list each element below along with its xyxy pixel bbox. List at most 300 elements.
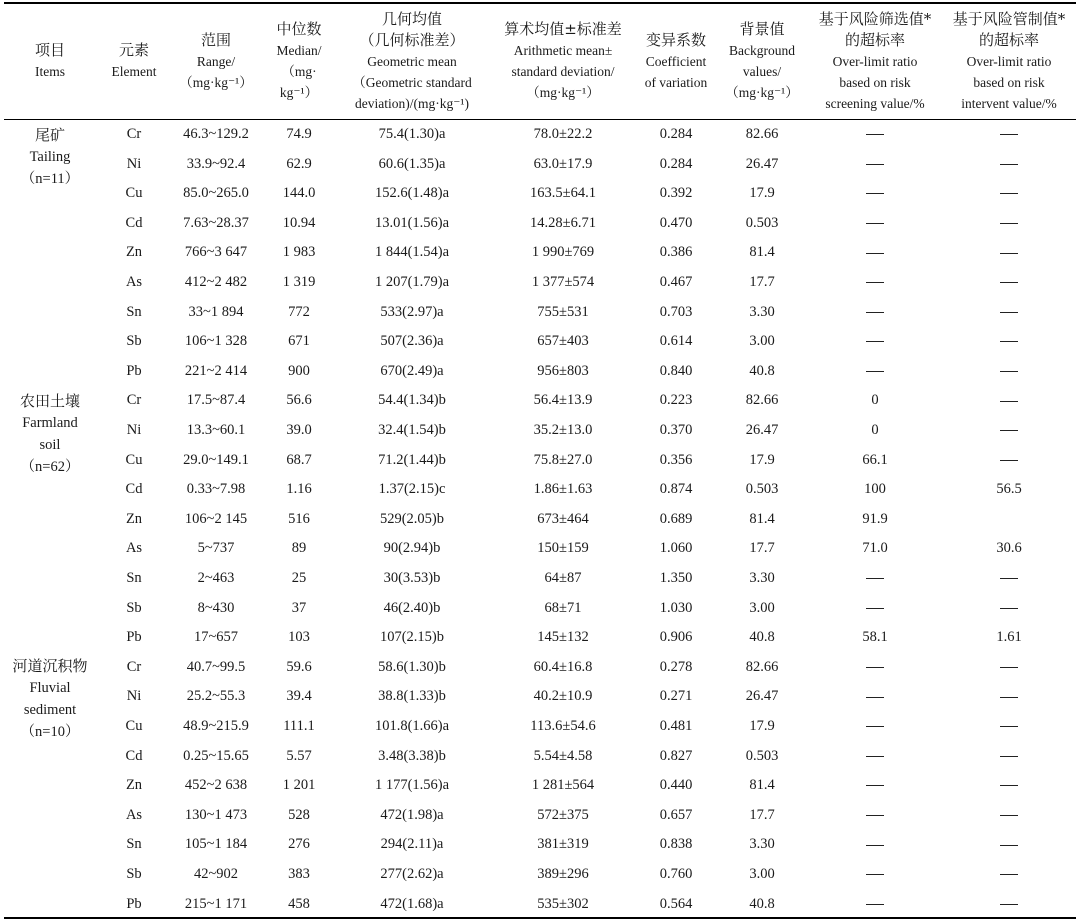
cell-arithmetic-mean: 673±464 bbox=[537, 510, 589, 527]
cell-coefficient-of-variation: 0.370 bbox=[659, 422, 693, 438]
cell-coefficient-of-variation: 0.271 bbox=[659, 688, 693, 705]
cell-intervention-ratio bbox=[942, 298, 1076, 328]
cell-background-value: 17.7 bbox=[749, 806, 775, 823]
cell-geometric-mean: 30(3.53)b bbox=[383, 570, 441, 586]
cell-screening-ratio bbox=[808, 268, 942, 298]
cell-coefficient-of-variation: 0.827 bbox=[659, 747, 693, 764]
not-applicable-dash bbox=[866, 756, 884, 757]
cell-intervention-ratio: 30.6 bbox=[996, 540, 1022, 557]
cell-range: 8~430 bbox=[197, 599, 235, 616]
cell-intervention-ratio bbox=[942, 890, 1076, 920]
table-row bbox=[0, 860, 1080, 890]
cell-geometric-mean: 277(2.62)a bbox=[380, 866, 444, 882]
not-applicable-dash bbox=[866, 578, 884, 579]
table-row bbox=[0, 209, 1080, 239]
cell-range: 0.25~15.65 bbox=[183, 747, 249, 764]
table-row bbox=[0, 120, 1080, 150]
table-row bbox=[0, 801, 1080, 831]
table-row bbox=[0, 505, 1080, 535]
not-applicable-dash bbox=[1000, 845, 1018, 846]
cell-median: 1 319 bbox=[282, 274, 316, 290]
cell-element: Ni bbox=[126, 422, 142, 438]
cell-arithmetic-mean: 63.0±17.9 bbox=[533, 155, 593, 172]
cell-element: Cu bbox=[125, 451, 143, 468]
not-applicable-dash bbox=[1000, 667, 1018, 668]
cell-screening-ratio: 58.1 bbox=[862, 629, 888, 646]
header-line: 基于风险管制值* bbox=[952, 9, 1066, 28]
cell-range: 33.9~92.4 bbox=[186, 155, 246, 172]
cell-background-value: 17.9 bbox=[749, 718, 775, 734]
cell-screening-ratio bbox=[808, 594, 942, 624]
cell-coefficient-of-variation: 0.906 bbox=[659, 629, 693, 646]
cell-range: 105~1 184 bbox=[184, 836, 248, 853]
cell-range: 2~463 bbox=[197, 570, 235, 586]
cell-coefficient-of-variation: 0.440 bbox=[659, 777, 693, 794]
cell-element: Cr bbox=[126, 126, 142, 142]
cell-coefficient-of-variation: 0.838 bbox=[659, 836, 693, 853]
group-name-zh: 河道沉积物 bbox=[12, 657, 88, 675]
cell-arithmetic-mean: 163.5±64.1 bbox=[530, 185, 596, 202]
cell-geometric-mean: 107(2.15)b bbox=[379, 629, 445, 646]
not-applicable-dash bbox=[1000, 697, 1018, 698]
header-line: Range/ bbox=[196, 53, 236, 69]
cell-intervention-ratio bbox=[942, 268, 1076, 298]
header-range bbox=[168, 4, 264, 118]
cell-median: 68.7 bbox=[286, 451, 312, 468]
cell-range: 46.3~129.2 bbox=[183, 126, 249, 142]
header-arithmetic-mean bbox=[490, 4, 636, 118]
group-name-en: sediment bbox=[23, 702, 77, 718]
cell-element: Cd bbox=[125, 481, 143, 498]
cell-element: Ni bbox=[126, 688, 142, 705]
cell-element: Cr bbox=[126, 658, 142, 675]
cell-background-value: 3.30 bbox=[749, 570, 775, 586]
cell-intervention-ratio bbox=[942, 150, 1076, 180]
cell-screening-ratio: 0 bbox=[871, 422, 879, 438]
cell-arithmetic-mean: 60.4±16.8 bbox=[533, 658, 593, 675]
cell-screening-ratio bbox=[808, 150, 942, 180]
cell-geometric-mean: 529(2.05)b bbox=[379, 510, 445, 527]
not-applicable-dash bbox=[866, 845, 884, 846]
not-applicable-dash bbox=[1000, 430, 1018, 431]
cell-geometric-mean: 60.6(1.35)a bbox=[378, 155, 446, 172]
not-applicable-dash bbox=[1000, 282, 1018, 283]
cell-coefficient-of-variation: 0.356 bbox=[659, 451, 693, 468]
cell-coefficient-of-variation: 0.392 bbox=[659, 185, 693, 202]
header-line: values/ bbox=[742, 64, 782, 79]
header-line: 的超标率 bbox=[978, 30, 1039, 49]
cell-range: 5~737 bbox=[197, 540, 235, 557]
not-applicable-dash bbox=[1000, 904, 1018, 905]
header-line: of variation bbox=[644, 74, 708, 90]
cell-median: 5.57 bbox=[286, 747, 312, 764]
cell-screening-ratio bbox=[808, 860, 942, 890]
cell-element: Cd bbox=[125, 214, 143, 231]
cell-range: 33~1 894 bbox=[188, 303, 244, 320]
cell-arithmetic-mean: 755±531 bbox=[537, 303, 589, 320]
cell-background-value: 0.503 bbox=[745, 481, 779, 498]
cell-element: Cu bbox=[125, 718, 143, 734]
cell-median: 89 bbox=[291, 540, 307, 557]
cell-median: 1.16 bbox=[286, 481, 312, 498]
group-name-en: soil bbox=[39, 437, 61, 453]
group-name-en: Fluvial bbox=[29, 680, 71, 696]
not-applicable-dash bbox=[866, 697, 884, 698]
cell-screening-ratio bbox=[808, 357, 942, 387]
cell-geometric-mean: 1 177(1.56)a bbox=[374, 777, 450, 794]
header-element bbox=[100, 4, 168, 118]
not-applicable-dash bbox=[1000, 874, 1018, 875]
cell-element: Sn bbox=[126, 303, 142, 320]
cell-median: 74.9 bbox=[286, 126, 312, 142]
cell-geometric-mean: 90(2.94)b bbox=[383, 540, 441, 557]
cell-background-value: 3.00 bbox=[749, 866, 775, 882]
cell-element: Ni bbox=[126, 155, 142, 172]
cell-intervention-ratio bbox=[942, 712, 1076, 742]
cell-geometric-mean: 13.01(1.56)a bbox=[374, 214, 450, 231]
cell-geometric-mean: 3.48(3.38)b bbox=[378, 747, 446, 764]
group-sample-count: （n=10） bbox=[20, 724, 80, 740]
cell-range: 42~902 bbox=[193, 866, 239, 882]
cell-intervention-ratio bbox=[942, 357, 1076, 387]
header-line: based on risk bbox=[839, 74, 911, 90]
cell-arithmetic-mean: 113.6±54.6 bbox=[530, 718, 596, 734]
cell-coefficient-of-variation: 0.689 bbox=[659, 510, 693, 527]
cell-background-value: 3.00 bbox=[749, 599, 775, 616]
not-applicable-dash bbox=[866, 874, 884, 875]
cell-screening-ratio bbox=[808, 298, 942, 328]
not-applicable-dash bbox=[1000, 401, 1018, 402]
header-line: 变异系数 bbox=[645, 30, 706, 49]
table-row bbox=[0, 475, 1080, 505]
header-coefficient-of-variation bbox=[636, 4, 716, 118]
cell-geometric-mean: 71.2(1.44)b bbox=[378, 451, 446, 468]
cell-background-value: 82.66 bbox=[745, 392, 779, 409]
cell-geometric-mean: 294(2.11)a bbox=[380, 836, 444, 853]
cell-background-value: 17.9 bbox=[749, 185, 775, 202]
header-line: 算术均值±标准差 bbox=[504, 20, 622, 38]
cell-range: 29.0~149.1 bbox=[183, 451, 249, 468]
cell-background-value: 0.503 bbox=[745, 747, 779, 764]
cell-median: 39.4 bbox=[286, 688, 312, 705]
cell-coefficient-of-variation: 0.386 bbox=[659, 244, 693, 261]
cell-intervention-ratio bbox=[942, 416, 1076, 446]
cell-coefficient-of-variation: 0.840 bbox=[659, 362, 693, 379]
not-applicable-dash bbox=[866, 341, 884, 342]
header-line: 基于风险筛选值* bbox=[818, 9, 932, 28]
cell-median: 56.6 bbox=[286, 392, 312, 409]
table-row bbox=[0, 386, 1080, 416]
header-line: 中位数 bbox=[276, 20, 322, 38]
not-applicable-dash bbox=[1000, 134, 1018, 135]
cell-median: 62.9 bbox=[286, 155, 312, 172]
cell-intervention-ratio bbox=[942, 860, 1076, 890]
not-applicable-dash bbox=[866, 608, 884, 609]
cell-background-value: 3.30 bbox=[749, 303, 775, 320]
cell-screening-ratio bbox=[808, 682, 942, 712]
cell-screening-ratio bbox=[808, 830, 942, 860]
group-name-zh: 农田土壤 bbox=[19, 392, 80, 410]
header-line: Geometric mean bbox=[367, 53, 457, 69]
cell-median: 772 bbox=[288, 303, 310, 320]
cell-screening-ratio bbox=[808, 179, 942, 209]
cell-arithmetic-mean: 14.28±6.71 bbox=[530, 214, 596, 231]
cell-coefficient-of-variation: 0.278 bbox=[659, 658, 693, 675]
table-row bbox=[0, 623, 1080, 653]
table-row bbox=[0, 357, 1080, 387]
not-applicable-dash bbox=[866, 815, 884, 816]
header-line: intervent value/% bbox=[961, 95, 1057, 111]
not-applicable-dash bbox=[1000, 371, 1018, 372]
cell-range: 25.2~55.3 bbox=[186, 688, 246, 705]
group-name-en: Tailing bbox=[29, 149, 71, 165]
cell-geometric-mean: 472(1.98)a bbox=[380, 806, 444, 823]
header-line: Median/ bbox=[276, 43, 322, 58]
not-applicable-dash bbox=[866, 193, 884, 194]
cell-geometric-mean: 101.8(1.66)a bbox=[374, 718, 450, 734]
cell-screening-ratio bbox=[808, 327, 942, 357]
cell-geometric-mean: 75.4(1.30)a bbox=[378, 126, 446, 142]
cell-arithmetic-mean: 35.2±13.0 bbox=[533, 422, 593, 438]
cell-screening-ratio bbox=[808, 771, 942, 801]
cell-median: 1 983 bbox=[282, 244, 316, 261]
cell-screening-ratio bbox=[808, 564, 942, 594]
cell-arithmetic-mean: 68±71 bbox=[544, 599, 582, 616]
cell-arithmetic-mean: 956±803 bbox=[537, 362, 589, 379]
cell-median: 103 bbox=[288, 629, 310, 646]
header-line: 几何均值 bbox=[381, 9, 442, 28]
cell-background-value: 40.8 bbox=[749, 629, 775, 646]
header-line: Over-limit ratio bbox=[832, 53, 918, 69]
cell-screening-ratio: 71.0 bbox=[862, 540, 888, 557]
not-applicable-dash bbox=[866, 253, 884, 254]
cell-background-value: 26.47 bbox=[745, 688, 779, 705]
cell-element: Cd bbox=[125, 747, 143, 764]
cell-range: 48.9~215.9 bbox=[183, 718, 249, 734]
cell-intervention-ratio bbox=[942, 653, 1076, 683]
cell-range: 7.63~28.37 bbox=[183, 214, 249, 231]
cell-coefficient-of-variation: 0.657 bbox=[659, 806, 693, 823]
cell-arithmetic-mean: 1 377±574 bbox=[531, 274, 595, 290]
cell-geometric-mean: 46(2.40)b bbox=[383, 599, 441, 616]
not-applicable-dash bbox=[1000, 785, 1018, 786]
not-applicable-dash bbox=[1000, 164, 1018, 165]
cell-arithmetic-mean: 78.0±22.2 bbox=[533, 126, 593, 142]
not-applicable-dash bbox=[1000, 253, 1018, 254]
not-applicable-dash bbox=[1000, 193, 1018, 194]
cell-element: Cr bbox=[126, 392, 142, 409]
header-median bbox=[264, 4, 334, 118]
cell-geometric-mean: 38.8(1.33)b bbox=[378, 688, 446, 705]
cell-range: 412~2 482 bbox=[184, 274, 248, 290]
not-applicable-dash bbox=[1000, 608, 1018, 609]
header-line: standard deviation/ bbox=[511, 64, 615, 79]
cell-geometric-mean: 533(2.97)a bbox=[380, 303, 444, 320]
cell-background-value: 3.00 bbox=[749, 333, 775, 350]
cell-arithmetic-mean: 1 281±564 bbox=[531, 777, 595, 794]
header-line: （mg·kg⁻¹） bbox=[179, 74, 253, 90]
header-line: screening value/% bbox=[825, 95, 925, 111]
cell-median: 39.0 bbox=[286, 422, 312, 438]
cell-range: 40.7~99.5 bbox=[186, 658, 246, 675]
cell-median: 383 bbox=[288, 866, 310, 882]
cell-intervention-ratio bbox=[942, 801, 1076, 831]
cell-median: 900 bbox=[288, 362, 310, 379]
cell-coefficient-of-variation: 0.223 bbox=[659, 392, 693, 409]
header-line: （mg·kg⁻¹） bbox=[725, 85, 799, 100]
table-row bbox=[0, 534, 1080, 564]
cell-background-value: 81.4 bbox=[749, 777, 775, 794]
header-line: deviation)/(mg·kg⁻¹) bbox=[355, 95, 469, 111]
cell-geometric-mean: 670(2.49)a bbox=[380, 362, 444, 379]
cell-intervention-ratio: 56.5 bbox=[996, 481, 1022, 498]
cell-geometric-mean: 472(1.68)a bbox=[380, 895, 444, 912]
cell-median: 276 bbox=[288, 836, 310, 853]
cell-background-value: 82.66 bbox=[745, 658, 779, 675]
not-applicable-dash bbox=[1000, 815, 1018, 816]
cell-background-value: 17.7 bbox=[749, 274, 775, 290]
cell-element: Sb bbox=[126, 333, 142, 350]
cell-geometric-mean: 1.37(2.15)c bbox=[378, 481, 446, 498]
not-applicable-dash bbox=[1000, 726, 1018, 727]
cell-screening-ratio: 100 bbox=[864, 481, 886, 498]
bottom-rule bbox=[4, 917, 1076, 919]
cell-background-value: 82.66 bbox=[745, 126, 779, 142]
cell-range: 17.5~87.4 bbox=[186, 392, 246, 409]
cell-median: 111.1 bbox=[283, 718, 315, 734]
header-line: 元素 bbox=[118, 41, 149, 59]
table-row bbox=[0, 446, 1080, 476]
cell-intervention-ratio bbox=[942, 327, 1076, 357]
cell-arithmetic-mean: 1 990±769 bbox=[531, 244, 595, 261]
cell-coefficient-of-variation: 0.760 bbox=[659, 866, 693, 882]
header-screening-ratio bbox=[808, 4, 942, 118]
cell-element: As bbox=[125, 540, 143, 557]
cell-background-value: 40.8 bbox=[749, 362, 775, 379]
cell-intervention-ratio bbox=[942, 830, 1076, 860]
header-line: kg⁻¹） bbox=[279, 85, 319, 100]
cell-coefficient-of-variation: 0.470 bbox=[659, 214, 693, 231]
header-line: Coefficient bbox=[645, 53, 707, 69]
cell-element: Pb bbox=[126, 362, 142, 379]
cell-intervention-ratio bbox=[942, 742, 1076, 772]
cell-geometric-mean: 1 207(1.79)a bbox=[374, 274, 450, 290]
cell-median: 458 bbox=[288, 895, 310, 912]
cell-intervention-ratio bbox=[942, 386, 1076, 416]
header-items bbox=[0, 4, 100, 118]
cell-arithmetic-mean: 657±403 bbox=[537, 333, 589, 350]
group-name-zh: 尾矿 bbox=[34, 126, 65, 144]
table-row bbox=[0, 742, 1080, 772]
table-row bbox=[0, 682, 1080, 712]
not-applicable-dash bbox=[866, 164, 884, 165]
cell-median: 516 bbox=[288, 510, 310, 527]
cell-background-value: 0.503 bbox=[745, 214, 779, 231]
header-line: （Geometric standard bbox=[352, 74, 472, 90]
table-row bbox=[0, 327, 1080, 357]
cell-arithmetic-mean: 150±159 bbox=[537, 540, 589, 557]
group-sample-count: （n=62） bbox=[20, 459, 80, 475]
cell-geometric-mean: 32.4(1.54)b bbox=[378, 422, 446, 438]
header-line: 的超标率 bbox=[844, 30, 905, 49]
table-row bbox=[0, 268, 1080, 298]
header-line: Background bbox=[729, 43, 795, 58]
table-row bbox=[0, 238, 1080, 268]
cell-arithmetic-mean: 572±375 bbox=[537, 806, 589, 823]
cell-geometric-mean: 58.6(1.30)b bbox=[378, 658, 446, 675]
cell-range: 13.3~60.1 bbox=[186, 422, 246, 438]
cell-element: As bbox=[125, 806, 143, 823]
cell-median: 144.0 bbox=[282, 185, 316, 202]
cell-arithmetic-mean: 145±132 bbox=[537, 629, 589, 646]
header-geometric-mean bbox=[334, 4, 490, 118]
cell-range: 17~657 bbox=[193, 629, 239, 646]
cell-intervention-ratio bbox=[942, 209, 1076, 239]
cell-median: 37 bbox=[291, 599, 307, 616]
table-row bbox=[0, 150, 1080, 180]
not-applicable-dash bbox=[1000, 578, 1018, 579]
not-applicable-dash bbox=[1000, 223, 1018, 224]
cell-element: Sn bbox=[126, 836, 142, 853]
table-row bbox=[0, 890, 1080, 920]
table-row bbox=[0, 416, 1080, 446]
cell-coefficient-of-variation: 1.350 bbox=[659, 570, 693, 586]
cell-intervention-ratio bbox=[942, 594, 1076, 624]
cell-coefficient-of-variation: 1.030 bbox=[659, 599, 693, 616]
table-row bbox=[0, 594, 1080, 624]
cell-intervention-ratio bbox=[942, 771, 1076, 801]
cell-background-value: 3.30 bbox=[749, 836, 775, 853]
cell-median: 1 201 bbox=[282, 777, 316, 794]
cell-median: 25 bbox=[291, 570, 307, 586]
cell-intervention-ratio bbox=[942, 179, 1076, 209]
cell-arithmetic-mean: 5.54±4.58 bbox=[533, 747, 593, 764]
cell-element: Pb bbox=[126, 629, 142, 646]
cell-screening-ratio: 91.9 bbox=[862, 510, 888, 527]
cell-geometric-mean: 1 844(1.54)a bbox=[374, 244, 450, 261]
not-applicable-dash bbox=[866, 312, 884, 313]
cell-element: Sb bbox=[126, 599, 142, 616]
not-applicable-dash bbox=[1000, 756, 1018, 757]
cell-arithmetic-mean: 389±296 bbox=[537, 866, 589, 882]
cell-element: Pb bbox=[126, 895, 142, 912]
cell-element: Zn bbox=[125, 244, 143, 261]
cell-screening-ratio bbox=[808, 712, 942, 742]
group-name-en: Farmland bbox=[22, 415, 78, 431]
not-applicable-dash bbox=[866, 667, 884, 668]
not-applicable-dash bbox=[866, 223, 884, 224]
group-sample-count: （n=11） bbox=[20, 171, 80, 187]
cell-range: 130~1 473 bbox=[184, 806, 248, 823]
cell-screening-ratio bbox=[808, 742, 942, 772]
cell-background-value: 81.4 bbox=[749, 510, 775, 527]
not-applicable-dash bbox=[866, 134, 884, 135]
cell-intervention-ratio: 1.61 bbox=[996, 629, 1022, 646]
header-line: 范围 bbox=[200, 30, 231, 49]
cell-range: 0.33~7.98 bbox=[186, 481, 246, 498]
table-row bbox=[0, 179, 1080, 209]
cell-range: 452~2 638 bbox=[184, 777, 248, 794]
cell-median: 10.94 bbox=[282, 214, 316, 231]
cell-arithmetic-mean: 535±302 bbox=[537, 895, 589, 912]
not-applicable-dash bbox=[866, 282, 884, 283]
cell-coefficient-of-variation: 1.060 bbox=[659, 540, 693, 557]
not-applicable-dash bbox=[1000, 341, 1018, 342]
cell-element: Zn bbox=[125, 510, 143, 527]
cell-screening-ratio: 0 bbox=[871, 392, 879, 409]
cell-coefficient-of-variation: 0.284 bbox=[659, 126, 693, 142]
cell-arithmetic-mean: 56.4±13.9 bbox=[533, 392, 593, 409]
